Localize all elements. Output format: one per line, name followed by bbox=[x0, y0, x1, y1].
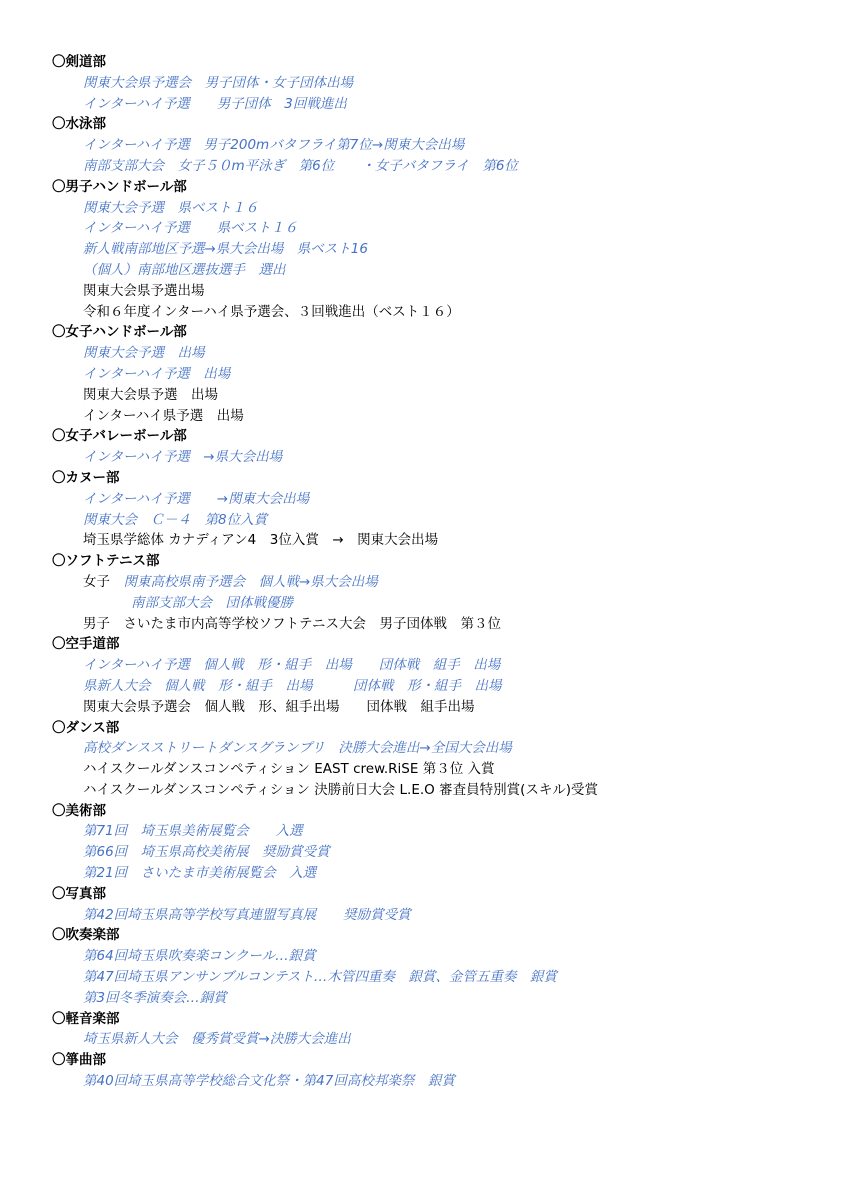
club-heading: 〇カヌー部 bbox=[52, 469, 120, 486]
club-section bbox=[52, 177, 832, 323]
result-line: インターハイ予選 出場 bbox=[83, 365, 231, 382]
club-section bbox=[52, 52, 832, 114]
result-line-text: 関東高校県南予選会 個人戦→県大会出場 bbox=[123, 573, 378, 590]
result-line: 第71回 埼玉県美術展覧会 入選 bbox=[83, 823, 303, 840]
club-section bbox=[52, 884, 832, 926]
result-line: 南部支部大会 女子５０m平泳ぎ 第6位 ・女子バタフライ 第6位 bbox=[83, 157, 518, 174]
club-heading: 〇写真部 bbox=[52, 885, 106, 902]
club-section bbox=[52, 1009, 832, 1051]
result-line: 関東大会県予選会 個人戦 形、組手出場 団体戦 組手出場 bbox=[83, 698, 475, 715]
club-heading: 〇軽音楽部 bbox=[52, 1010, 120, 1027]
result-line: インターハイ予選 →関東大会出場 bbox=[83, 490, 310, 507]
club-section bbox=[52, 114, 832, 176]
result-line: インターハイ予選 男子団体 3回戦進出 bbox=[83, 95, 347, 112]
result-line: インターハイ県予選 出場 bbox=[83, 407, 244, 424]
club-heading: 〇ダンス部 bbox=[52, 719, 120, 736]
result-line: 第47回埼玉県アンサンブルコンテスト…木管四重奏 銀賞、金管五重奏 銀賞 bbox=[83, 969, 557, 986]
result-line: 関東大会県予選出場 bbox=[83, 282, 205, 299]
club-heading: 〇空手道部 bbox=[52, 636, 120, 653]
club-heading: 〇箏曲部 bbox=[52, 1052, 106, 1069]
result-line: （個人）南部地区選抜選手 選出 bbox=[83, 261, 286, 278]
result-line: 埼玉県新人大会 優秀賞受賞→決勝大会進出 bbox=[83, 1031, 351, 1048]
club-heading: 〇水泳部 bbox=[52, 116, 106, 133]
result-line: ハイスクールダンスコンペティション 決勝前日大会 L.E.O 審査員特別賞(スキル)受賞 bbox=[83, 781, 598, 798]
club-heading: 〇女子ハンドボール部 bbox=[52, 324, 187, 341]
club-section bbox=[52, 322, 832, 426]
club-heading: 〇美術部 bbox=[52, 802, 106, 819]
club-section bbox=[52, 1050, 832, 1092]
club-section bbox=[52, 426, 832, 468]
result-line: 関東大会県予選 出場 bbox=[83, 386, 218, 403]
result-line: 県新人大会 個人戦 形・組手 出場 団体戦 形・組手 出場 bbox=[83, 677, 502, 694]
club-heading: 〇ソフトテニス部 bbox=[52, 553, 160, 570]
result-line: 関東大会 Ｃ－４ 第8位入賞 bbox=[83, 511, 268, 528]
result-line: 南部支部大会 団体戦優勝 bbox=[131, 594, 293, 611]
result-line: 関東大会予選 出場 bbox=[83, 345, 205, 362]
club-section bbox=[52, 634, 832, 717]
club-heading: 〇男子ハンドボール部 bbox=[52, 178, 187, 195]
result-line: 関東大会予選 県ベスト１６ bbox=[83, 199, 259, 216]
club-heading: 〇女子バレーボール部 bbox=[52, 428, 187, 445]
result-line bbox=[52, 572, 832, 593]
result-line: 第21回 さいたま市美術展覧会 入選 bbox=[83, 865, 317, 882]
club-section bbox=[52, 801, 832, 884]
result-line: 第3回冬季演奏会…銅賞 bbox=[83, 989, 227, 1006]
club-heading: 〇剣道部 bbox=[52, 54, 106, 70]
result-line: インターハイ予選 個人戦 形・組手 出場 団体戦 組手 出場 bbox=[83, 657, 501, 674]
club-section bbox=[52, 718, 832, 801]
club-results-document bbox=[52, 52, 832, 1092]
club-section bbox=[52, 925, 832, 1008]
result-line: 第64回埼玉県吹奏楽コンクール…銀賞 bbox=[83, 948, 316, 965]
club-heading: 〇吹奏楽部 bbox=[52, 927, 120, 944]
result-line: インターハイ予選 男子200mバタフライ第7位→関東大会出場 bbox=[83, 137, 465, 154]
result-line: 埼玉県学総体 カナディアン4 3位入賞 → 関東大会出場 bbox=[83, 532, 439, 549]
result-line: 男子 さいたま市内高等学校ソフトテニス大会 男子団体戦 第３位 bbox=[83, 615, 501, 632]
result-line: 関東大会県予選会 男子団体・女子団体出場 bbox=[83, 74, 353, 91]
club-section bbox=[52, 468, 832, 551]
result-line: 第42回埼玉県高等学校写真連盟写真展 奨励賞受賞 bbox=[83, 906, 411, 923]
result-line: ハイスクールダンスコンペティション EAST crew.RiSE 第３位 入賞 bbox=[83, 761, 495, 778]
result-line-prefix: 女子 bbox=[83, 573, 124, 590]
result-line: インターハイ予選 県ベスト１６ bbox=[83, 220, 298, 237]
result-line: インターハイ予選 →県大会出場 bbox=[83, 449, 283, 466]
result-line: 第40回埼玉県高等学校総合文化祭・第47回高校邦楽祭 銀賞 bbox=[83, 1073, 455, 1090]
result-line: 第66回 埼玉県高校美術展 奨励賞受賞 bbox=[83, 844, 330, 861]
club-section bbox=[52, 551, 832, 634]
result-line: 高校ダンスストリートダンスグランプリ 決勝大会進出→全国大会出場 bbox=[83, 740, 512, 757]
result-line: 令和６年度インターハイ県予選会、３回戦進出（ベスト１６） bbox=[83, 303, 460, 320]
result-line: 新人戦南部地区予選→県大会出場 県ベスト16 bbox=[83, 241, 368, 258]
